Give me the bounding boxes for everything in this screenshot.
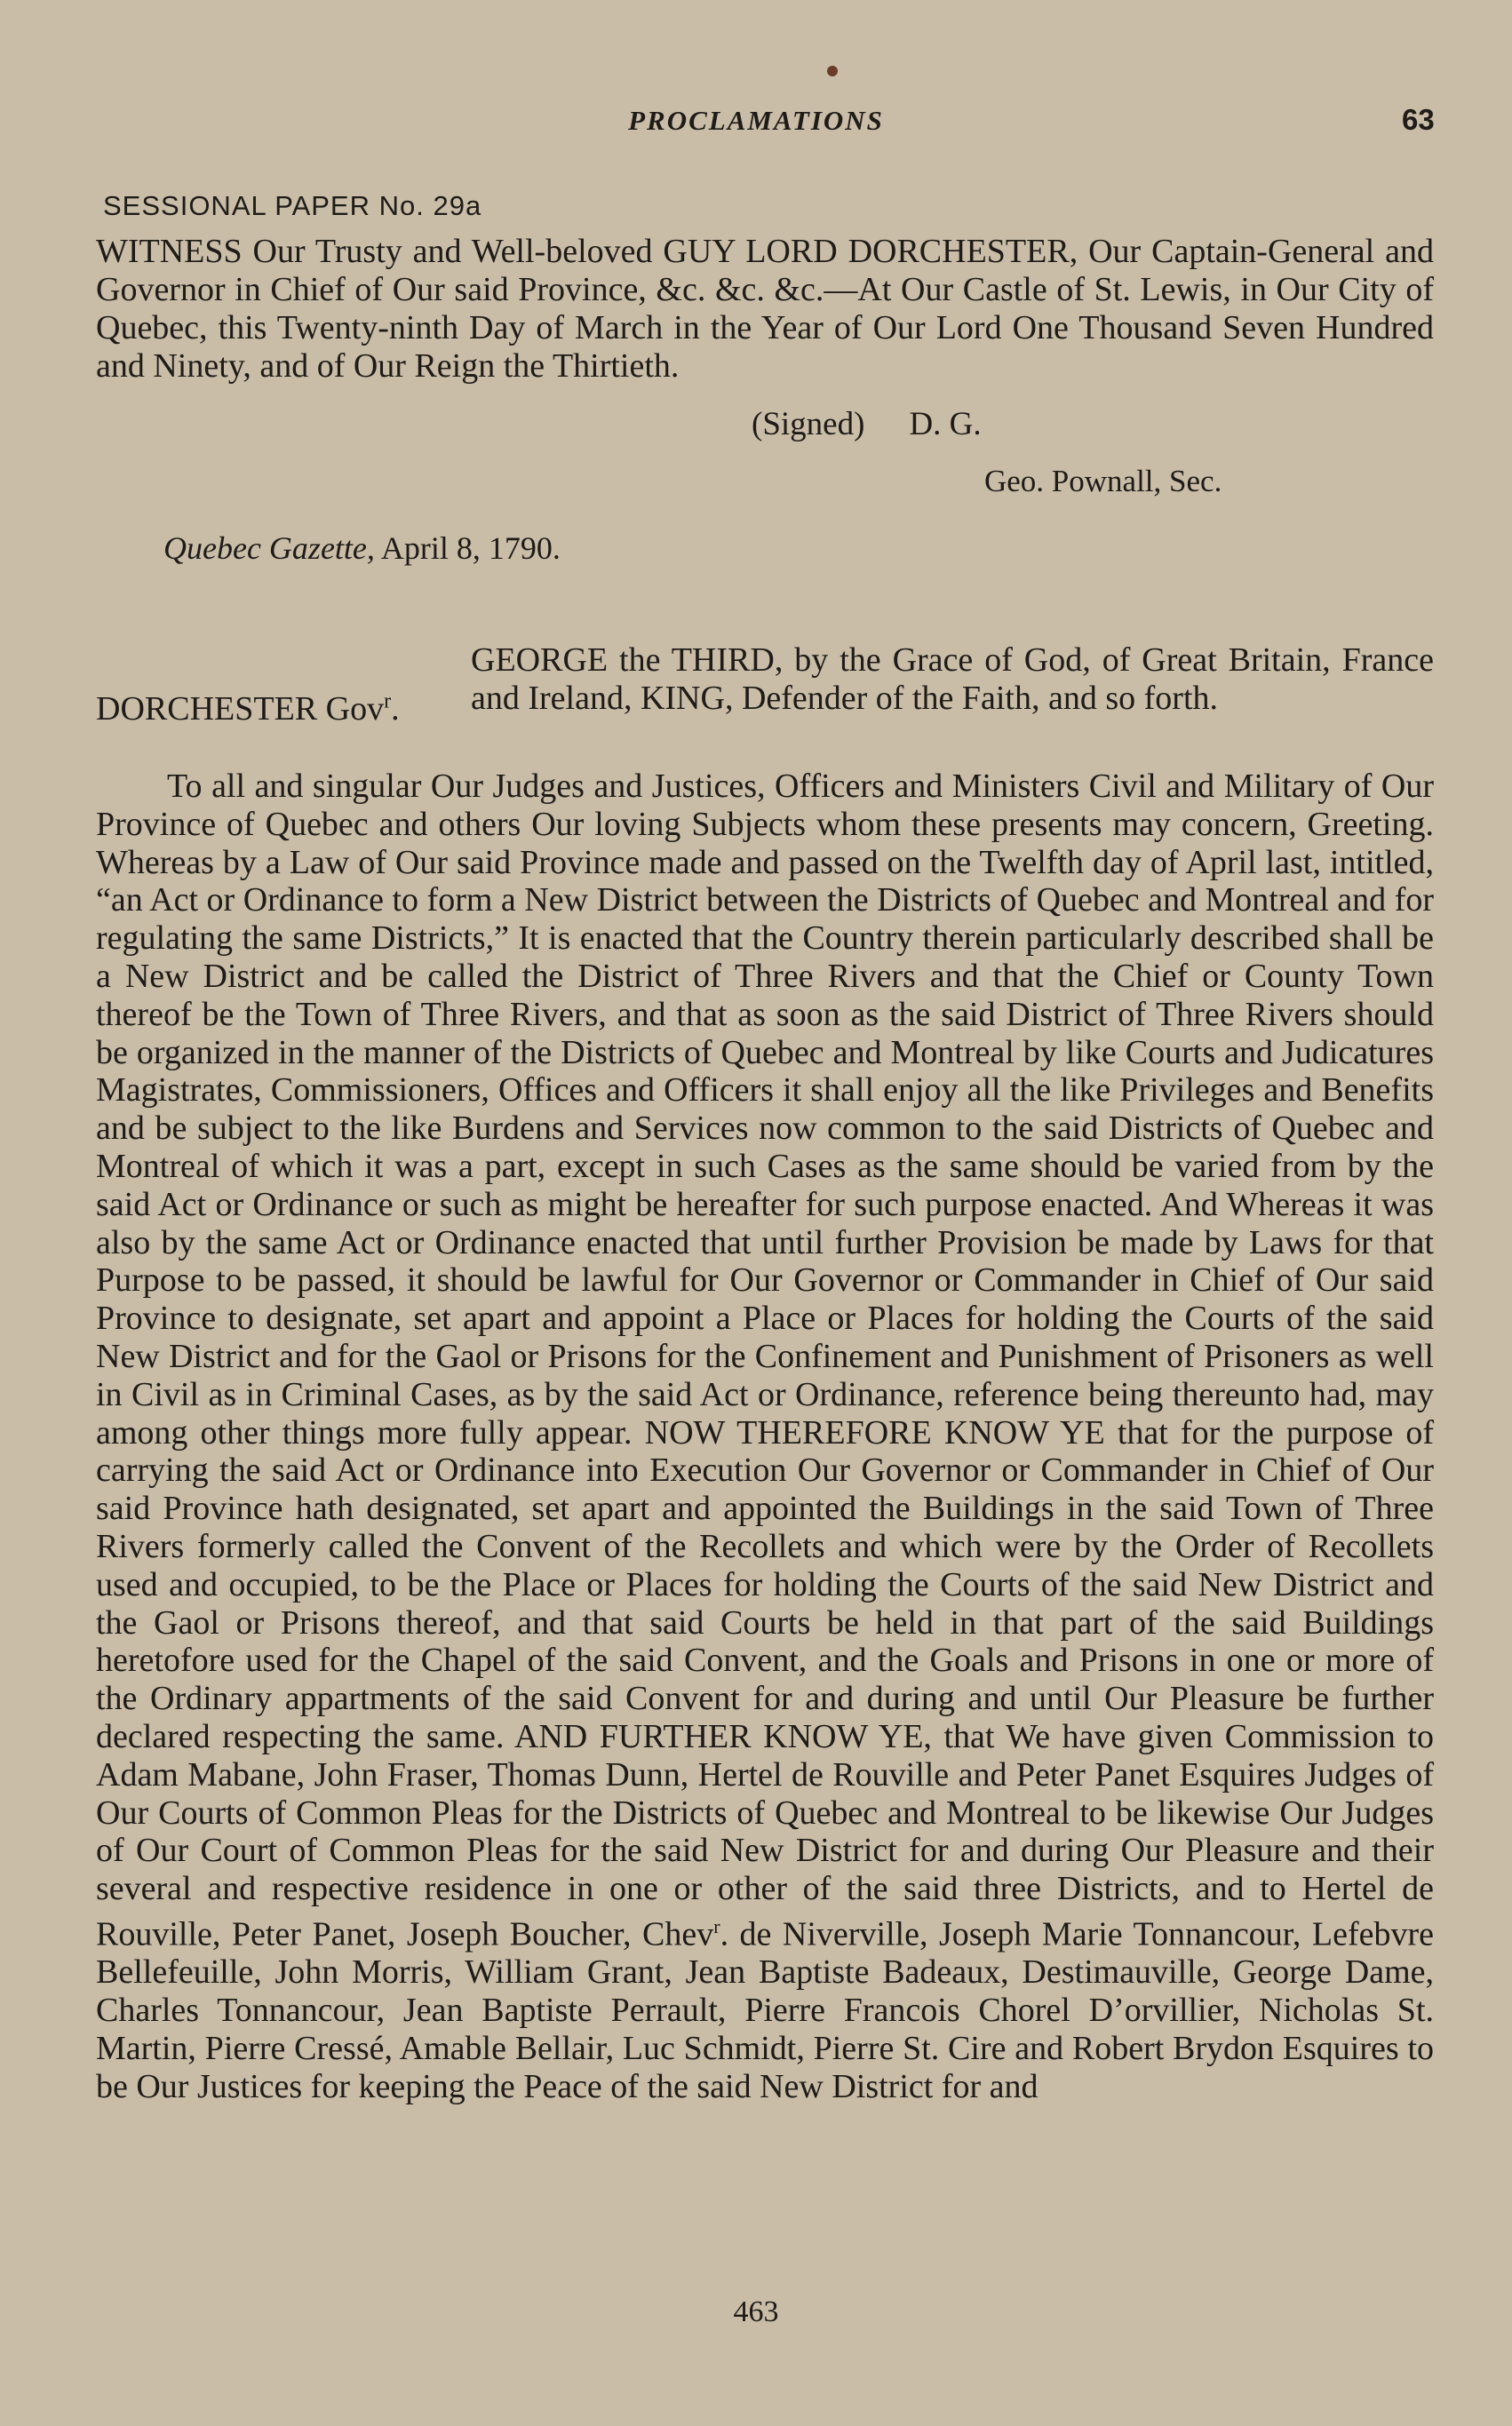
governor-superscript: r — [384, 689, 392, 713]
gazette-citation — [163, 529, 561, 567]
gazette-date: April 8, 1790. — [380, 530, 561, 566]
governor-name: DORCHESTER Gov — [96, 690, 385, 728]
signed-label: (Signed) — [752, 406, 865, 442]
governor-period: . — [391, 690, 400, 728]
governor-signature — [96, 689, 400, 728]
ink-dot — [827, 66, 838, 76]
proclamation-body — [96, 768, 1434, 2106]
royal-style-heading: GEORGE the THIRD, by the Grace of God, of Great Britain, France and Ireland, KING, Defender of the Faith, and so forth. — [471, 641, 1434, 717]
signature-line — [752, 405, 982, 443]
signer-initials: D. G. — [909, 406, 982, 442]
body-superscript: r — [713, 1914, 720, 1937]
body-text-part-2: . de Niverville, Joseph Marie Tonnancour, Lefebvre Bellefeuille, John Morris, William Grant, Jean Baptiste Badeaux, Destimauville, George Dame, Charles Tonnancour, Jean Baptiste Perrault, Pierre Francois Chorel D’orvillier, Nicholas St. Martin, Pierre Cressé, Amable Bellair, Luc Schmidt, Pierre St. Cire and Robert Brydon Esquires to be Our Justices for keeping the Peace of the said New District for and — [96, 1915, 1434, 2105]
page-number: 63 — [1402, 103, 1435, 136]
sessional-paper-label: SESSIONAL PAPER No. 29a — [103, 190, 482, 221]
gazette-name: Quebec Gazette, — [163, 530, 375, 566]
witness-paragraph: WITNESS Our Trusty and Well-beloved GUY LORD DORCHESTER, Our Captain-General and Governor in Chief of Our said Province, &c. &c. &c.—At Our Castle of St. Lewis, in Our City of Quebec, this Twenty-ninth Day of March in the Year of Our Lord One Thousand Seven Hundred and Ninety, and of Our Reign the Thirtieth. — [96, 233, 1434, 385]
running-title: PROCLAMATIONS — [628, 105, 884, 136]
footer-page-number: 463 — [733, 2295, 779, 2328]
secretary-signature: Geo. Pownall, Sec. — [984, 464, 1222, 498]
body-text-part-1: To all and singular Our Judges and Justices, Officers and Ministers Civil and Military of Our Province of Quebec and others Our loving Subjects whom these presents may concern, Greeting. Whereas by a Law of Our said Province made and passed on the Twelfth day of April last, intitled, “an Act or Ordinance to form a New District between the Districts of Quebec and Montreal and for regulating the same Districts,” It is enacted that the Country therein particularly described shall be a New District and be called the District of Three Rivers and that the Chief or County Town thereof be the Town of Three Rivers, and that as soon as the said District of Three Rivers should be organized in the manner of the Districts of Quebec and Montreal by like Courts and Judicatures Magistrates, Commissioners, Offices and Officers it shall enjoy all the like Privileges and Benefits and be subject to the like Burdens and Services now common to the said Districts of Quebec and Montreal of which it was a part, except in such Cases as the same should be varied from by the said Act or Ordinance or such as might be hereafter for such purpose enacted. And Whereas it was also by the same Act or Ordinance enacted that until further Provision be made by Laws for that Purpose to be passed, it should be lawful for Our Governor or Commander in Chief of Our said Province to designate, set apart and appoint a Place or Places for holding the Courts of the said New District and for the Gaol or Prisons for the Confinement and Punishment of Prisoners as well in Civil as in Criminal Cases, as by the said Act or Ordinance, reference being thereunto had, may among other things more fully appear. NOW THEREFORE KNOW YE that for the purpose of carrying the said Act or Ordinance into Execution Our Governor or Commander in Chief of Our said Province hath designated, set apart and appointed the Buildings in the said Town of Three Rivers formerly called the Convent of the Recollets and which were by the Order of Recollets used and occupied, to be the Place or Places for holding the Courts of the said New District and the Gaol or Prisons thereof, and that said Courts be held in that part of the said Buildings heretofore used for the Chapel of the said Convent, and the Goals and Prisons in one or more of the Ordinary appartments of the said Convent for and during and until Our Pleasure be further declared respecting the same. AND FURTHER KNOW YE, that We have given Commission to Adam Mabane, John Fraser, Thomas Dunn, Hertel de Rouville and Peter Panet Esquires Judges of Our Courts of Common Pleas for the Districts of Quebec and Montreal to be likewise Our Judges of Our Court of Common Pleas for the said New District for and during Our Pleasure and their several and respective residence in one or other of the said three Districts, and to Hertel de Rouville, Peter Panet, Joseph Boucher, Chev — [96, 768, 1434, 1953]
